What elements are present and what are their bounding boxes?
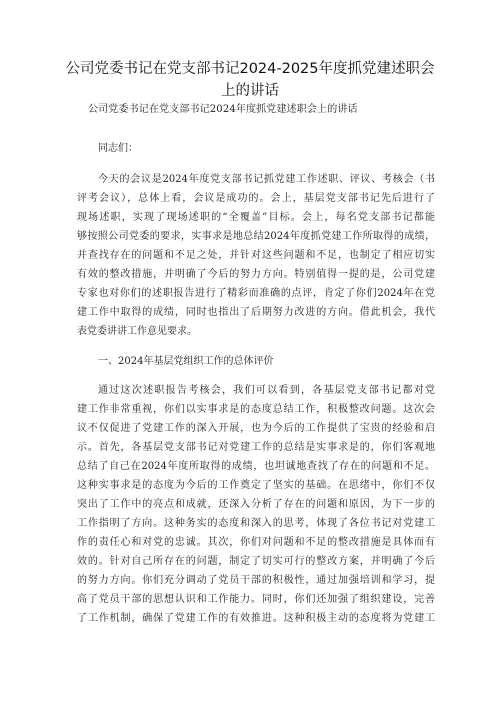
text-line: 评考会议），总体上看，会议是成功的。会上，基层党支部书记先后进行了: [77, 193, 435, 204]
text-line: 建工作非常重视，你们以实事求是的态度总结工作，积极整改问题。这次会: [77, 404, 435, 415]
paragraph-evaluation: [77, 381, 435, 628]
text-line: 效的。针对自己所存在的问题，制定了切实可行的整改方案，并明确了今后: [77, 556, 435, 567]
text-line: 现场述职，实现了现场述职的“全覆盖”目标。会上，每名党支部书记都能: [77, 212, 435, 223]
text-line: 建工作中取得的成绩，同时也指出了后期努力改进的方向。借此机会，我代: [77, 307, 435, 318]
section-heading-1: 一、2024年基层党组织工作的总体评价: [98, 356, 274, 367]
text-line: 突出了工作中的亮点和成就，还深入分析了存在的问题和原因，为下一步的: [77, 499, 435, 510]
document-title: [60, 58, 440, 102]
text-line: 示。首先，各基层党支部书记对党建工作的总结是实事求是的，你们客观地: [77, 442, 435, 453]
text-line: 专家也对你们的述职报告进行了精彩而准确的点评，肯定了你们2024年在党: [77, 288, 435, 299]
document-subtitle: 公司党委书记在党支部书记2024年度抓党建述职会上的讲话: [88, 104, 358, 115]
text-line: 工作指明了方向。这种务实的态度和深入的思考，体现了各位书记对党建工: [77, 518, 435, 529]
text-line: 高了党员干部的思想认识和工作能力。同时，你们还加强了组织建设，完善: [77, 594, 435, 605]
text-line: 的努力方向。你们充分调动了党员干部的积极性，通过加强培训和学习，提: [77, 575, 435, 586]
text-line: 够按照公司党委的要求，实事求是地总结2024年度抓党建工作所取得的成绩，: [77, 231, 435, 242]
text-line: 表党委讲讲工作意见要求。: [77, 326, 197, 337]
text-line: 总结了自己在2024年度所取得的成绩，也坦诚地查找了存在的问题和不足。: [77, 461, 435, 472]
text-line: 议不仅促进了党建工作的深入开展，也为今后的工作提供了宝贵的经验和启: [77, 423, 435, 434]
title-line-1: 公司党委书记在党支部书记2024-2025年度抓党建述职会: [65, 61, 435, 77]
title-line-2: 上的讲话: [221, 83, 279, 99]
text-line: 今天的会议是2024年度党支部书记抓党建工作述职、评议、考核会（书: [98, 174, 435, 185]
text-line: 这种实事求是的态度为今后的工作奠定了坚实的基础。在思绪中，你们不仅: [77, 480, 435, 491]
greeting: 同志们：: [98, 143, 138, 154]
text-line: 了工作机制，确保了党建工作的有效推进。这种积极主动的态度将为党建工: [77, 613, 435, 624]
text-line: 有效的整改措施，并明确了今后的努力方向。特别值得一提的是，公司党建: [77, 269, 435, 280]
paragraph-intro: [77, 170, 435, 341]
text-line: 作的责任心和对党的忠诚。其次，你们对问题和不足的整改措施是具体而有: [77, 537, 435, 548]
text-line: 并查找存在的问题和不足之处，并针对这些问题和不足，也制定了相应切实: [77, 250, 435, 261]
text-line: 通过这次述职报告考核会，我们可以看到，各基层党支部书记都对党: [98, 385, 435, 396]
